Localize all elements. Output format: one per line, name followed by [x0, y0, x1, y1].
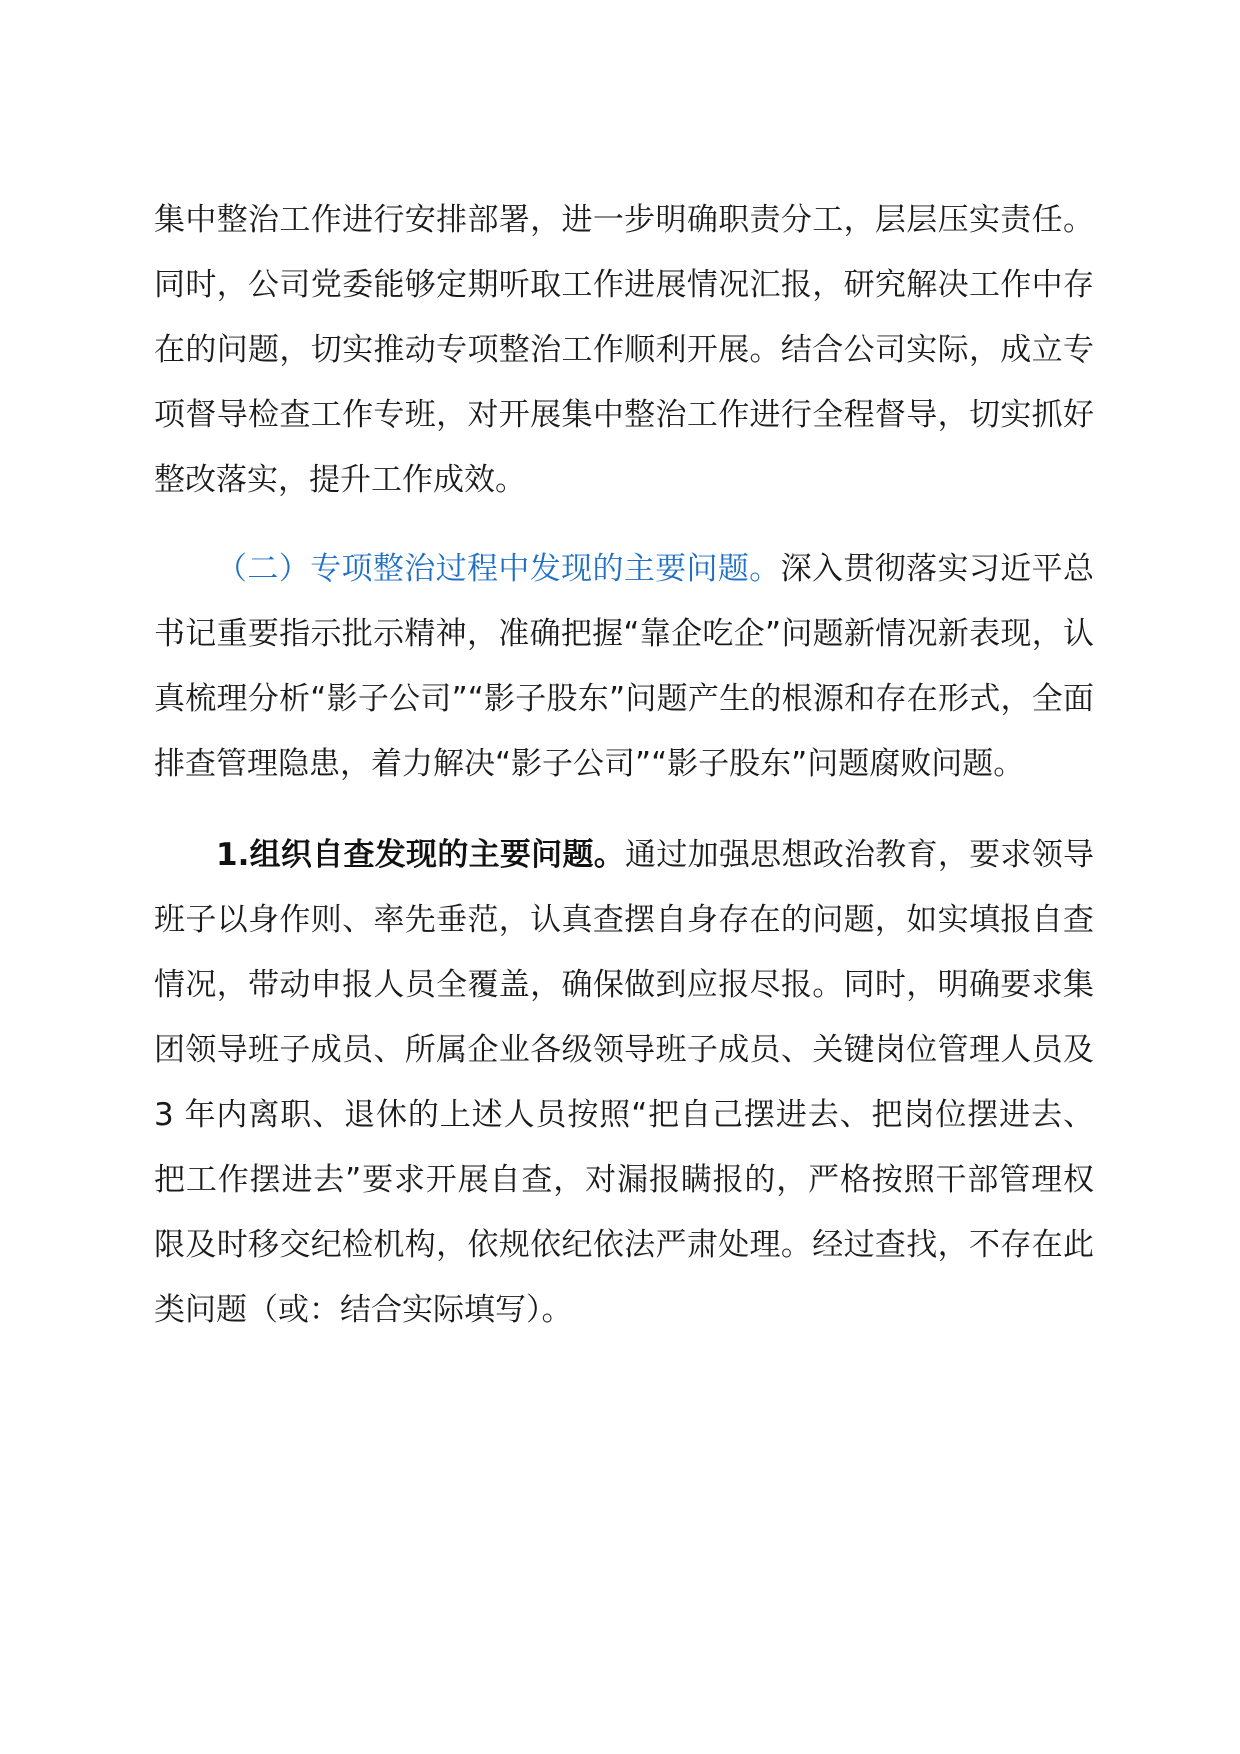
item-1-heading: 1.组织自查发现的主要问题。: [216, 837, 626, 873]
item-1-body: 通过加强思想政治教育，要求领导班子以身作则、率先垂范，认真查摆自身存在的问题，如实填报自查情况，带动申报人员全覆盖，确保做到应报尽报。同时，明确要求集团领导班子成员、所属企业各级领导班子成员、关键岗位管理人员及 3 年内离职、退休的上述人员按照“把自己摆进去、把岗位摆进去、把工作摆进去”要求开展自查，对漏报瞒报的，严格按照干部管理权限及时移交纪检机构，依规依纪依法严肃处理。经过查找，不存在此类问题（或：结合实际填写）。: [154, 837, 1094, 1328]
document-body: [154, 188, 1094, 1343]
paragraph-continuation: 集中整治工作进行安排部署，进一步明确职责分工，层层压实责任。同时，公司党委能够定期听取工作进展情况汇报，研究解决工作中存在的问题，切实推动专项整治工作顺利开展。结合公司实际，成立专项督导检查工作专班，对开展集中整治工作进行全程督导，切实抓好整改落实，提升工作成效。: [154, 202, 1094, 498]
section-2-body: 深入贯彻落实习近平总书记重要指示批示精神，准确把握“靠企吃企”问题新情况新表现，认真梳理分析“影子公司”“影子股东”问题产生的根源和存在形式，全面排查管理隐患，着力解决“影子公司”“影子股东”问题腐败问题。: [154, 551, 1095, 782]
paragraph-item-1: [154, 823, 1094, 1343]
section-2-heading: （二）专项整治过程中发现的主要问题。: [216, 551, 781, 587]
paragraph-section-2: [154, 537, 1094, 797]
